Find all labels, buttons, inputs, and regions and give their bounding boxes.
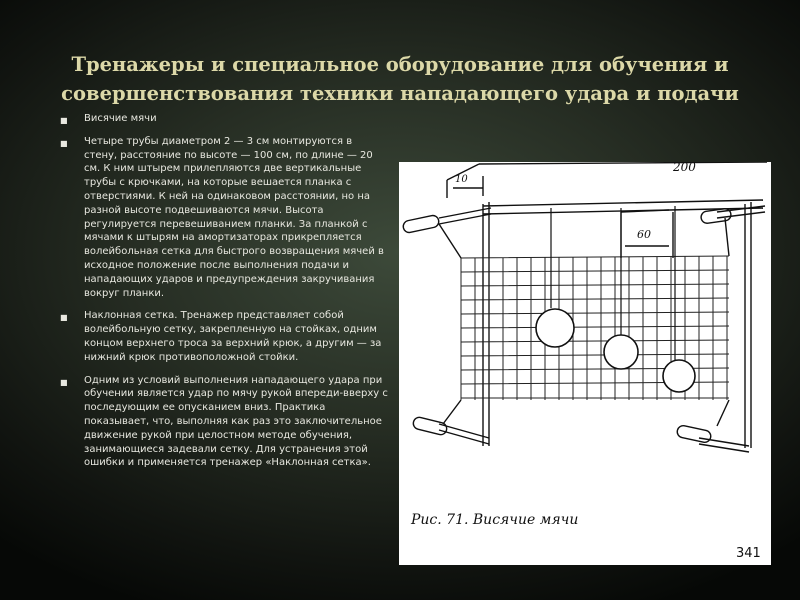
bullet-item bbox=[58, 135, 388, 301]
bullet-item bbox=[58, 309, 388, 364]
dimension-left-label: 10 bbox=[455, 174, 468, 185]
bullet-marker-icon: ■ bbox=[60, 377, 68, 387]
dimension-total-label: 200 bbox=[673, 162, 696, 174]
title-line-1: Тренажеры и специальное оборудование для обучения и bbox=[71, 53, 729, 76]
bullet-marker-icon: ■ bbox=[60, 313, 68, 323]
title-line-2: совершенствования техники нападающего удара и подачи bbox=[61, 82, 739, 105]
bullet-marker-icon: ■ bbox=[60, 116, 68, 125]
bullet-list bbox=[58, 112, 388, 479]
bullet-text: Четыре трубы диаметром 2 — 3 см монтируются в стену, расстояние по высоте — 100 см, по длине — 20 см. К ним штырем прилепляются две вертикальные трубы с крючками, на которые вешается планка с отверстиями. К ней на одинаковом расстоянии, но на разной высоте подвешиваются мячи. Высота регулируется перевешиванием планки. За планкой с мячами к штырям на амортизаторах прикрепляется волейбольная сетка для быстрого возвращения мячей в исходное положение после выполнения подачи и нападающих ударов и предупреждения закручивания вокруг планки. bbox=[84, 135, 384, 299]
bullet-marker-icon: ■ bbox=[60, 138, 68, 148]
bullet-text: Висячие мячи bbox=[84, 113, 157, 124]
bullet-item bbox=[58, 374, 388, 471]
dimension-spacing-label: 60 bbox=[637, 228, 651, 241]
bullet-text: Одним из условий выполнения нападающего удара при обучении является удар по мячу рукой впереди-вверху с последующим ее опусканием вниз. Практика показывает, что, выполняя как раз это заключительное движение рукой при целостном методе обучения, занимающиеся задевали сетку. Для устранения этой ошибки и применяется тренажер «Наклонная сетка». bbox=[84, 374, 388, 469]
hanging-balls-figure bbox=[399, 162, 771, 565]
page-number: 341 bbox=[736, 546, 761, 561]
bullet-item bbox=[58, 112, 388, 126]
figure-caption: Рис. 71. Висячие мячи bbox=[411, 512, 579, 528]
hanging-balls-drawing bbox=[399, 162, 771, 565]
bullet-text: Наклонная сетка. Тренажер представляет собой волейбольную сетку, закрепленную на стойках, одним концом верхнего троса за верхний крюк, а другим — за нижний крюк противоположной стойки. bbox=[84, 310, 382, 363]
slide-title bbox=[20, 50, 780, 108]
